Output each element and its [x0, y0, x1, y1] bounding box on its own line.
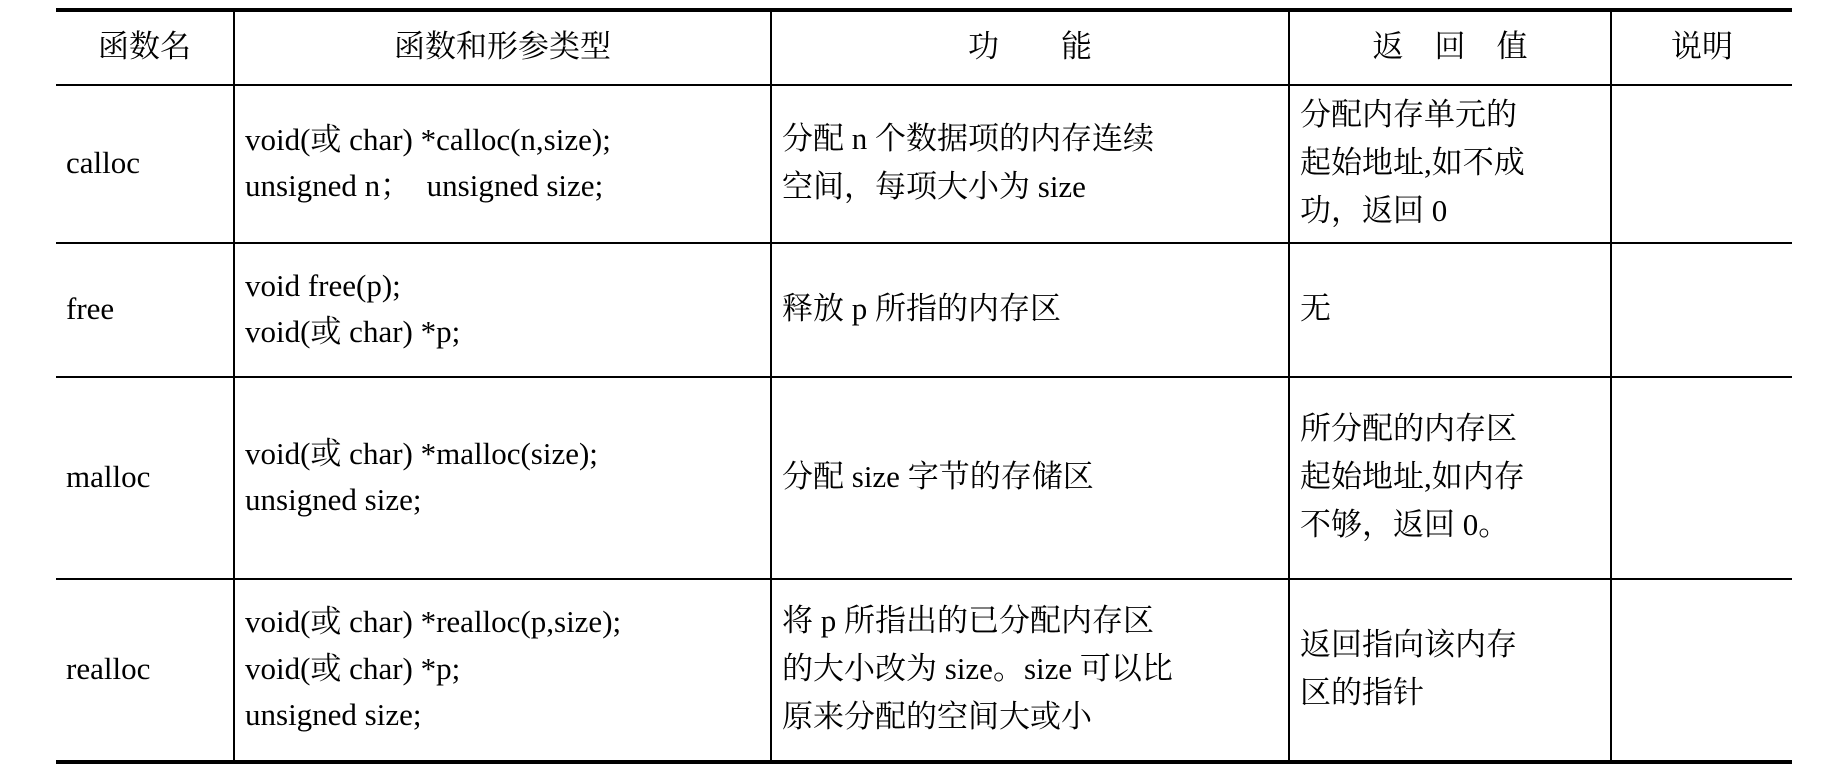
signature-line: void free(p); [245, 267, 401, 303]
column-header-return-value: 返 回 值 [1289, 10, 1611, 85]
table-row [56, 377, 1792, 579]
function-line: 原来分配的空间大或小 [782, 699, 1092, 735]
cell-function-name: free [56, 243, 234, 377]
return-line: 起始地址,如不成 [1300, 144, 1525, 180]
cell-note [1611, 579, 1792, 762]
cell-function [771, 243, 1289, 377]
cell-return-value [1289, 377, 1611, 579]
function-line: 的大小改为 size。size 可以比 [782, 650, 1173, 686]
table-body [56, 85, 1792, 762]
cell-signature [234, 579, 771, 762]
function-line: 释放 p 所指的内存区 [782, 290, 1061, 326]
column-header-signature: 函数和形参类型 [234, 10, 771, 85]
return-line: 返回指向该内存 [1300, 626, 1517, 662]
cell-signature [234, 377, 771, 579]
function-line: 空间，每项大小为 size [782, 169, 1086, 204]
function-line: 将 p 所指出的已分配内存区 [782, 602, 1154, 638]
column-header-note: 说明 [1611, 10, 1792, 85]
signature-line: void(或 char) *p; [245, 650, 461, 686]
signature-line: void(或 char) *calloc(n,size); [245, 121, 611, 157]
return-line: 区的指针 [1300, 675, 1424, 710]
cell-function [771, 85, 1289, 243]
memory-functions-table [56, 8, 1792, 764]
function-line: 分配 size 字节的存储区 [782, 458, 1094, 494]
cell-return-value [1289, 579, 1611, 762]
column-header-function: 功 能 [771, 10, 1289, 85]
header-row [56, 10, 1792, 85]
table-row [56, 243, 1792, 377]
table-header [56, 10, 1792, 85]
signature-line: unsigned size; [245, 697, 422, 733]
cell-note [1611, 377, 1792, 579]
table-row [56, 579, 1792, 762]
cell-function [771, 579, 1289, 762]
signature-line: unsigned n； unsigned size; [245, 168, 604, 203]
cell-note [1611, 85, 1792, 243]
signature-line: void(或 char) *p; [245, 314, 461, 349]
cell-function [771, 377, 1289, 579]
cell-function-name: malloc [56, 377, 234, 579]
cell-return-value [1289, 85, 1611, 243]
signature-line: unsigned size; [245, 482, 422, 517]
cell-function-name: calloc [56, 85, 234, 243]
return-line: 无 [1300, 290, 1331, 326]
cell-note [1611, 243, 1792, 377]
return-line: 所分配的内存区 [1300, 410, 1517, 446]
signature-line: void(或 char) *malloc(size); [245, 435, 598, 471]
return-line: 不够，返回 0。 [1300, 507, 1510, 543]
return-line: 起始地址,如内存 [1300, 458, 1525, 494]
function-line: 分配 n 个数据项的内存连续 [782, 120, 1154, 156]
signature-line: void(或 char) *realloc(p,size); [245, 604, 622, 640]
return-line: 功，返回 0 [1300, 193, 1448, 229]
table-row [56, 85, 1792, 243]
return-line: 分配内存单元的 [1300, 96, 1517, 132]
cell-function-name: realloc [56, 579, 234, 762]
cell-signature [234, 85, 771, 243]
cell-signature [234, 243, 771, 377]
column-header-function-name: 函数名 [56, 10, 234, 85]
cell-return-value [1289, 243, 1611, 377]
